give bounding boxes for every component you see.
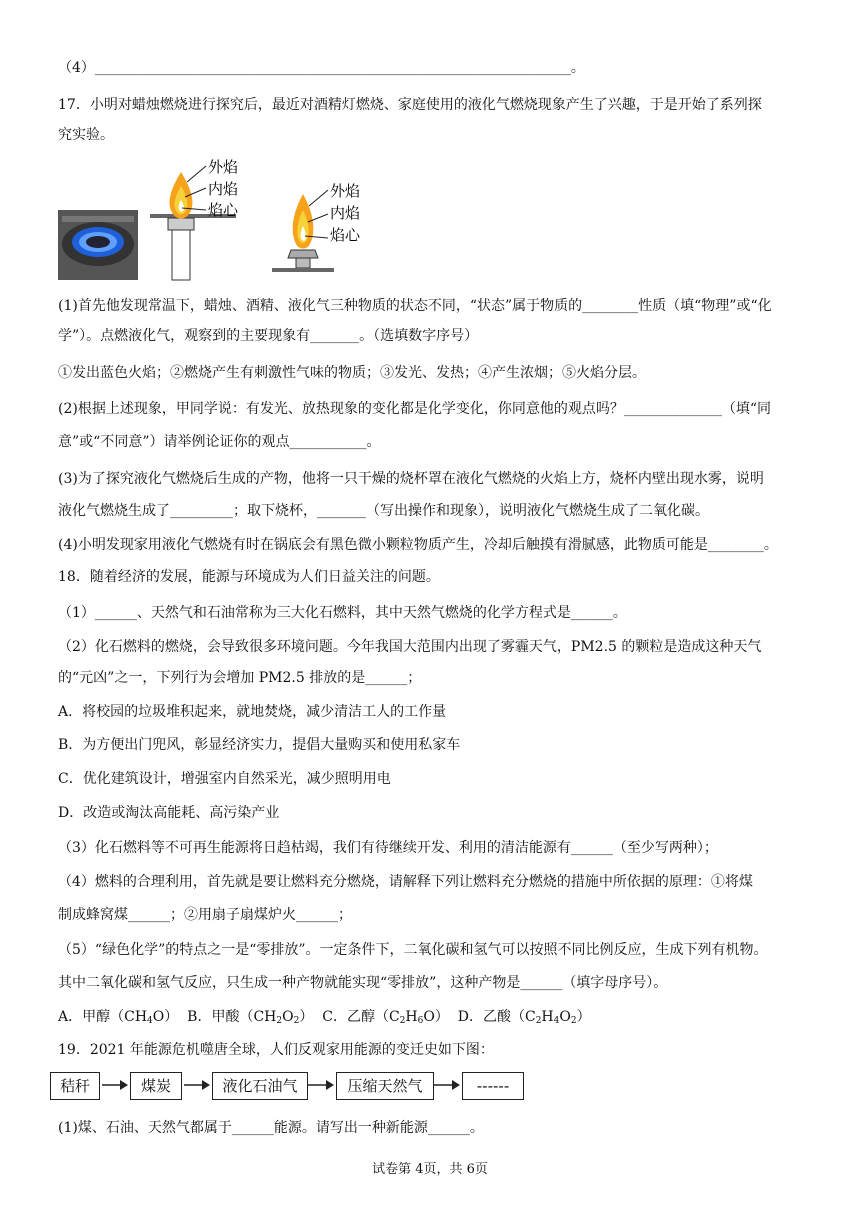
q18-part5-options [58,1007,818,1031]
option-a-text-end: O） [152,1009,179,1025]
q17-part1-options: ①发出蓝色火焰；②燃烧产生有刺激性气味的物质；③发光、发热；④产生浓烟；⑤火焰分层。 [58,365,646,381]
option-b-mid: O [282,1009,294,1025]
option-d-sub2: 4 [553,1016,560,1026]
q16-part4-line: （4）____________________________________________________________________。 [58,60,585,76]
q17-part3-line2: 液化气燃烧生成了_________；取下烧杯，_______（写出操作和现象），说明液化气燃烧生成了二氧化碳。 [58,503,709,519]
candle-label-core: 焰心 [208,201,239,219]
option-c-text-end: O） [423,1009,449,1025]
q17-stem-cont: 究实验。 [58,127,114,143]
q18-option-c: C．优化建筑设计，增强室内自然采光，减少照明用电 [58,771,391,787]
q17-part1-line2: 学”）。点燃液化气，观察到的主要现象有_______。（选填数字序号） [58,328,479,344]
q18-option-a: A．将校园的垃圾堆积起来，就地焚烧，减少清洁工人的工作量 [58,704,447,720]
burner-drawing [272,190,334,272]
option-a-sub: 4 [147,1016,153,1026]
q18-stem: 18．随着经济的发展，能源与环境成为人们日益关注的问题。 [58,569,440,585]
option-c-text: C．乙醇（C [322,1009,400,1025]
option-d-mid2: O [559,1009,571,1025]
gas-stove-photo [58,210,138,280]
burner-label-inner: 内焰 [330,204,361,222]
arrow-right-icon [184,1078,210,1092]
option-d-mid: H [541,1009,554,1025]
option-b-text-end: ） [299,1009,314,1025]
option-d-text-end: ） [576,1009,591,1025]
q18-part4-line1: （4）燃料的合理利用，首先就是要让燃料充分燃烧，请解释下列让燃料充分燃烧的措施中所依据的原理：①将煤 [58,874,753,890]
q17-stem: 17．小明对蜡烛燃烧进行探究后，最近对酒精灯燃烧、家庭使用的液化气燃烧现象产生了兴趣，于是开始了系列探 [58,97,762,113]
q18-option-b: B．为方便出门兜风，彰显经济实力，提倡大量购买和使用私家车 [58,737,461,753]
flame-figure [58,152,378,282]
option-d-text: D．乙酸（C [457,1009,536,1025]
flow-box-straw: 秸秆 [50,1072,100,1100]
q18-part5-line2: 其中二氧化碳和氢气反应，只生成一种产物就能实现“零排放”，这种产物是______（填字母序号）。 [58,975,668,991]
option-d-sub1: 2 [535,1016,542,1026]
q18-part2-line2: 的“元凶”之一，下列行为会增加 PM2.5 排放的是______； [58,670,422,686]
candle-label-outer: 外焰 [208,158,239,176]
arrow-right-icon [102,1078,128,1092]
arrow-right-icon [308,1078,334,1092]
q17-part1-line1: (1)首先他发现常温下，蜡烛、酒精、液化气三种物质的状态不同，“状态”属于物质的________性质（填“物理”或“化 [58,298,772,314]
q17-part2-line1: (2)根据上述现象，甲同学说：有发光、放热现象的变化都是化学变化，你同意他的观点吗？______________（填“同 [58,401,771,417]
burner-label-core: 焰心 [330,226,361,244]
option-c-mid: H [405,1009,418,1025]
q19-stem: 19．2021 年能源危机噬唐全球，人们反观家用能源的变迁史如下图： [58,1042,494,1058]
option-c-sub1: 2 [399,1016,406,1026]
option-b-text: B．甲酸（CH [187,1009,277,1025]
q18-part4-line2: 制成蜂窝煤______；②用扇子扇煤炉火______； [58,907,352,923]
option-c-sub2: 6 [417,1016,424,1026]
flow-box-coal: 煤炭 [130,1072,182,1100]
arrow-right-icon [434,1078,460,1092]
flow-box-cng: 压缩天然气 [336,1072,434,1100]
option-a-text: A．甲醇（CH [58,1009,148,1025]
q17-part4-line: (4)小明发现家用液化气燃烧有时在锅底会有黑色微小颗粒物质产生，冷却后触摸有滑腻感，此物质可能是________。 [58,537,778,553]
page-footer: 试卷第 4页，共 6页 [372,1162,488,1177]
q18-part3: （3）化石燃料等不可再生能源将日趋枯竭，我们有待继续开发、利用的清洁能源有______（至少写两种）； [58,840,718,856]
q19-part1: (1)煤、石油、天然气都属于______能源。请写出一种新能源______。 [58,1120,484,1136]
option-b-sub2: 2 [293,1016,300,1026]
flow-box-future: ------ [462,1072,524,1100]
q18-part2-line1: （2）化石燃料的燃烧，会导致很多环境问题。今年我国大范围内出现了雾霾天气，PM2.5 的颗粒是造成这种天气 [58,639,762,655]
option-b-sub1: 2 [276,1016,283,1026]
energy-flowchart [50,1072,520,1102]
burner-label-outer: 外焰 [330,182,361,200]
option-d-sub3: 2 [570,1016,577,1026]
flame-diagram [58,152,378,282]
flow-box-lpg: 液化石油气 [212,1072,308,1100]
q18-option-d: D．改造或淘汰高能耗、高污染产业 [58,805,280,821]
q17-part3-line1: (3)为了探究液化气燃烧后生成的产物，他将一只干燥的烧杯罩在液化气燃烧的火焰上方，烧杯内壁出现水雾，说明 [58,471,764,487]
q17-part2-line2: 意”或“不同意”）请举例论证你的观点___________。 [58,434,381,450]
q18-part5-line1: （5）“绿色化学”的特点之一是“零排放”。一定条件下，二氧化碳和氢气可以按照不同比例反应，生成下列有机物。 [58,942,768,958]
candle-label-inner: 内焰 [208,180,239,198]
q18-part1: （1）______、天然气和石油常称为三大化石燃料，其中天然气燃烧的化学方程式是______。 [58,605,627,621]
